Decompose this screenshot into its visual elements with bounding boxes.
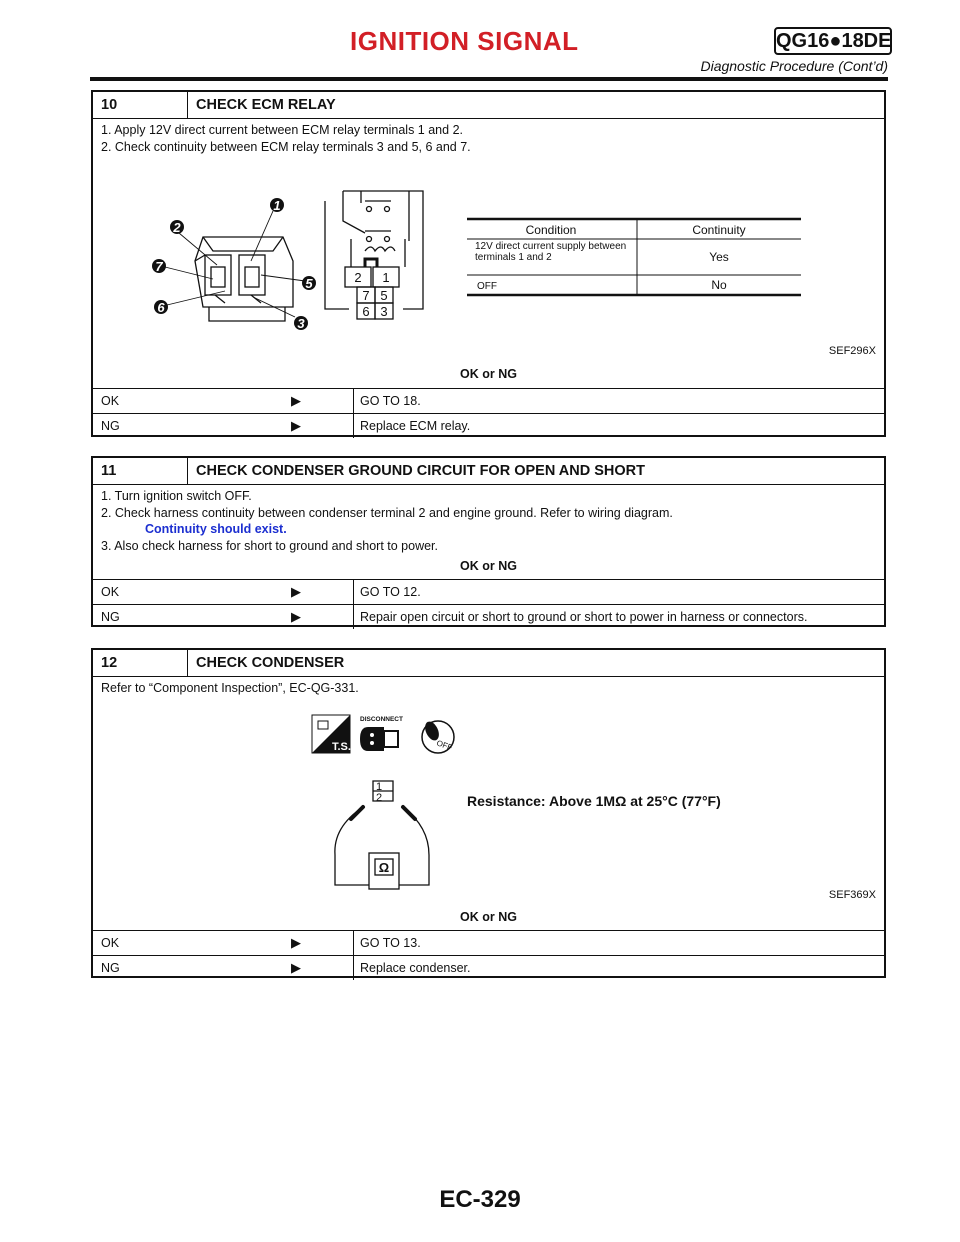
- arrow-icon: ▶: [291, 960, 301, 975]
- step-number: 10: [93, 92, 188, 118]
- step-number: 11: [93, 458, 188, 484]
- result-row-ng: [93, 604, 884, 629]
- table-cell-condition: OFF: [477, 281, 497, 292]
- instruction-line: 2. Check harness continuity between condenser terminal 2 and engine ground. Refer to wiring diagram.: [101, 506, 673, 520]
- result-key: OK: [101, 936, 120, 950]
- svg-text:DISCONNECT: DISCONNECT: [360, 716, 403, 723]
- result-action: Repair open circuit or short to ground or short to power in harness or connectors.: [353, 605, 807, 629]
- figure-code: SEF296X: [828, 345, 876, 357]
- ohm-icon: Ω: [378, 860, 390, 875]
- page-number: EC-329: [439, 1186, 521, 1213]
- relay-schematic: [321, 181, 431, 331]
- ok-or-ng-label: OK or NG: [460, 559, 517, 573]
- terminal-5: 5: [380, 288, 388, 303]
- instruction-line: 1. Apply 12V direct current between ECM relay terminals 1 and 2.: [101, 123, 463, 137]
- terminal-3: 3: [380, 304, 388, 319]
- page-title: IGNITION SIGNAL: [350, 26, 579, 56]
- result-key: NG: [101, 961, 120, 975]
- terminal-2: 2: [354, 270, 362, 285]
- result-row-ok: [93, 931, 884, 955]
- result-row-ng: [93, 413, 884, 438]
- disconnect-icon: [360, 716, 403, 751]
- instruction-line: 2. Check continuity between ECM relay terminals 3 and 5, 6 and 7.: [101, 140, 471, 154]
- step-title: CHECK ECM RELAY: [196, 97, 336, 113]
- terminal-2: 2: [376, 792, 383, 804]
- arrow-icon: ▶: [291, 393, 301, 408]
- table-cell-continuity: Yes: [709, 250, 729, 264]
- callout-1: 1: [273, 198, 281, 213]
- result-row-ok: [93, 389, 884, 413]
- table-header-condition: Condition: [525, 223, 577, 237]
- result-action: GO TO 18.: [353, 389, 421, 413]
- ts-icon: [312, 715, 351, 753]
- table-cell-condition: 12V direct current supply between terminals 1 and 2: [475, 241, 627, 263]
- terminal-1: 1: [382, 270, 390, 285]
- result-key: OK: [101, 585, 120, 599]
- condition-table: [465, 217, 805, 299]
- result-action: GO TO 13.: [353, 931, 421, 955]
- instruction-line: 3. Also check harness for short to ground and short to power.: [101, 539, 438, 553]
- arrow-icon: ▶: [291, 584, 301, 599]
- ok-or-ng-label: OK or NG: [460, 367, 517, 381]
- step-12-box: [91, 648, 886, 978]
- arrow-icon: ▶: [291, 609, 301, 624]
- instruction-line: Refer to “Component Inspection”, EC-QG-331.: [101, 681, 359, 695]
- terminal-1: 1: [376, 781, 383, 793]
- table-cell-continuity: No: [711, 278, 727, 292]
- result-key: NG: [101, 419, 120, 433]
- callout-6: 6: [157, 300, 165, 315]
- ecm-relay-diagram: [143, 179, 343, 334]
- svg-text:T.S.: T.S.: [332, 741, 351, 753]
- step-12-body: [93, 677, 884, 931]
- ohmmeter-diagram: [323, 773, 453, 893]
- header-rule: [90, 77, 888, 81]
- arrow-icon: ▶: [291, 418, 301, 433]
- ignition-off-icon: [422, 719, 454, 753]
- step-11-header: [93, 458, 884, 485]
- callout-2: 2: [173, 220, 181, 235]
- resistance-spec: Resistance: Above 1MΩ at 25°C (77°F): [467, 793, 721, 809]
- callout-7: 7: [155, 259, 163, 274]
- callout-3: 3: [297, 316, 305, 331]
- result-row-ng: [93, 955, 884, 980]
- model-badge: QG16●18DE: [774, 27, 892, 55]
- page-subtitle: Diagnostic Procedure (Cont’d): [700, 58, 888, 74]
- spec-text: Continuity should exist.: [145, 522, 287, 536]
- step-10-header: [93, 92, 884, 119]
- terminal-6: 6: [362, 304, 370, 319]
- result-key: OK: [101, 394, 120, 408]
- step-10-box: [91, 90, 886, 437]
- arrow-icon: ▶: [291, 935, 301, 950]
- svg-text:OFF: OFF: [435, 738, 454, 753]
- table-header-continuity: Continuity: [692, 223, 746, 237]
- step-12-header: [93, 650, 884, 677]
- result-key: NG: [101, 610, 120, 624]
- figure-code: SEF369X: [828, 889, 876, 901]
- result-action: Replace ECM relay.: [353, 414, 470, 438]
- step-11-body: [93, 485, 884, 580]
- step-number: 12: [93, 650, 188, 676]
- instruction-line: 1. Turn ignition switch OFF.: [101, 489, 252, 503]
- step-title: CHECK CONDENSER GROUND CIRCUIT FOR OPEN AND SHORT: [196, 463, 645, 479]
- result-row-ok: [93, 580, 884, 604]
- callout-5: 5: [305, 276, 313, 291]
- terminal-7: 7: [362, 288, 370, 303]
- step-11-box: [91, 456, 886, 627]
- ok-or-ng-label: OK or NG: [460, 910, 517, 924]
- step-10-body: [93, 119, 884, 389]
- icon-strip: [310, 713, 470, 757]
- result-action: GO TO 12.: [353, 580, 421, 604]
- step-title: CHECK CONDENSER: [196, 655, 345, 671]
- result-action: Replace condenser.: [353, 956, 471, 980]
